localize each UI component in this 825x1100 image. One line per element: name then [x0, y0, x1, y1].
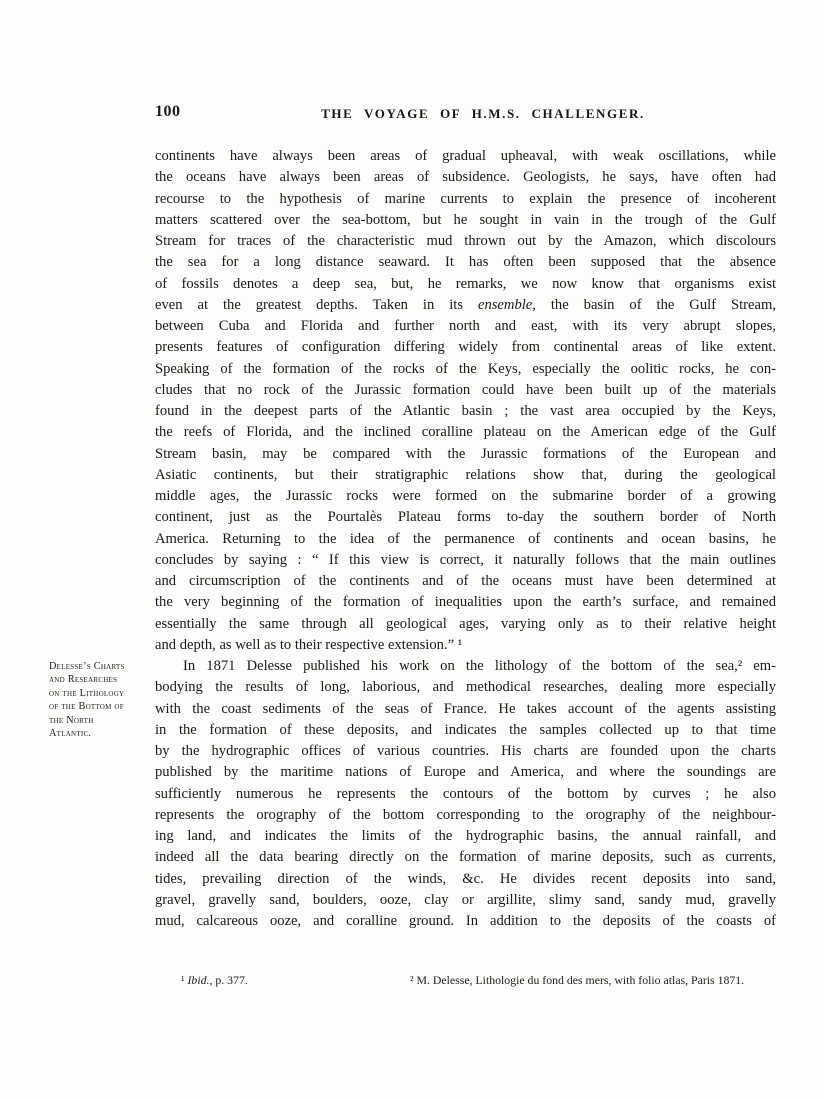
text-line: matters scattered over the sea-bottom, but he sought in vain in the trough of the Gulf [155, 211, 776, 228]
text-line: mud, calcareous ooze, and coralline ground. In addition to the deposits of the coasts of [155, 913, 776, 929]
text-line: middle ages, the Jurassic rocks were formed on the submarine border of a growing [155, 488, 776, 504]
text-line: America. Returning to the idea of the permanence of continents and ocean basins, he [155, 530, 776, 547]
margin-note-line: and Researches [49, 674, 118, 686]
text-line: sufficiently numerous he represents the contours of the bottom by curves ; he also [155, 785, 776, 802]
page-number: 100 [155, 103, 181, 120]
text-line: gravel, gravelly sand, boulders, ooze, clay or argillite, slimy sand, sandy mud, gravelly [155, 891, 776, 908]
margin-note-line: the North [49, 714, 94, 726]
margin-note-line: Atlantic. [49, 728, 92, 740]
text-line: represents the orography of the bottom corresponding to the orography of the neighbour- [155, 806, 776, 823]
text-line: published by the maritime nations of Europe and America, and where the soundings are [155, 764, 776, 781]
text-line: of fossils denotes a deep sea, but, he remarks, we now know that organisms exist [155, 275, 776, 292]
text-line: tides, prevailing direction of the winds, &c. He divides recent deposits into sand, [155, 870, 776, 887]
text-line: between Cuba and Florida and further north and east, with its very abrupt slopes, [155, 318, 776, 334]
text-line: by the hydrographic offices of various countries. His charts are founded upon the charts [155, 743, 776, 759]
text-line: presents features of configuration differing widely from continental areas of like extent. [155, 339, 776, 356]
text-line: found in the deepest parts of the Atlantic basin ; the vast area occupied by the Keys, [155, 403, 776, 419]
text-line: In 1871 Delesse published his work on the lithology of the bottom of the sea,² em- [183, 658, 776, 674]
text-line: the sea for a long distance seaward. It has often been supposed that the absence [155, 254, 776, 271]
text-line: cludes that no rock of the Jurassic formation could have been built up of the materials [155, 381, 776, 398]
text-line: recourse to the hypothesis of marine currents to explain the presence of incoherent [155, 190, 776, 207]
text-line: and depth, as well as to their respective extension.” ¹ [155, 636, 463, 653]
text-line: Asiatic continents, but their stratigraphic relations show that, during the geological [155, 466, 776, 483]
text-line: the very beginning of the formation of inequalities upon the earth’s surface, and remained [155, 594, 776, 611]
text-line: and circumscription of the continents and of the oceans must have been determined at [155, 573, 776, 589]
text-line: indeed all the data bearing directly on the formation of marine deposits, such as currents, [155, 849, 776, 866]
margin-note-line: Delesse’s Charts [49, 661, 125, 672]
text-line: the reefs of Florida, and the inclined coralline plateau on the American edge of the Gulf [155, 424, 776, 441]
margin-note [49, 660, 157, 740]
text-line: Stream basin, may be compared with the Jurassic formations of the European and [155, 445, 776, 462]
text-line: concludes by saying : “ If this view is correct, it naturally follows that the main outlines [155, 551, 776, 568]
text-line: continent, just as the Pourtalès Plateau forms to-day the southern border of North [155, 509, 776, 526]
text-line: essentially the same through all geological ages, varying only as to their relative height [155, 615, 776, 632]
text-line: with the coast sediments of the seas of France. He takes account of the agents assisting [155, 700, 776, 717]
text-line: ing land, and indicates the limits of the hydrographic basins, the annual rainfall, and [155, 828, 776, 844]
text-line: continents have always been areas of gradual upheaval, with weak oscillations, while [155, 148, 776, 164]
text-line: in the formation of these deposits, and indicates the samples collected up to that time [155, 721, 776, 738]
body-text [155, 146, 776, 932]
margin-note-line: on the Lithology [49, 687, 125, 699]
footnote-2: ² M. Delesse, Lithologie du fond des mers, with folio atlas, Paris 1871. [410, 973, 745, 987]
text-line: the oceans have always been areas of subsidence. Geologists, he says, have often had [155, 169, 776, 186]
footnote-1: ¹ Ibid., p. 377. [181, 973, 248, 987]
margin-note-line: of the Bottom of [49, 701, 124, 713]
text-line: Speaking of the formation of the rocks of the Keys, especially the oolitic rocks, he con- [155, 360, 776, 377]
text-line: even at the greatest depths. Taken in its ensemble, the basin of the Gulf Stream, [155, 296, 776, 313]
text-line: Stream for traces of the characteristic mud thrown out by the Amazon, which discolours [155, 233, 776, 249]
text-line: bodying the results of long, laborious, and methodical researches, dealing more especially [155, 679, 776, 696]
running-title: THE VOYAGE OF H.M.S. CHALLENGER. [321, 106, 645, 121]
